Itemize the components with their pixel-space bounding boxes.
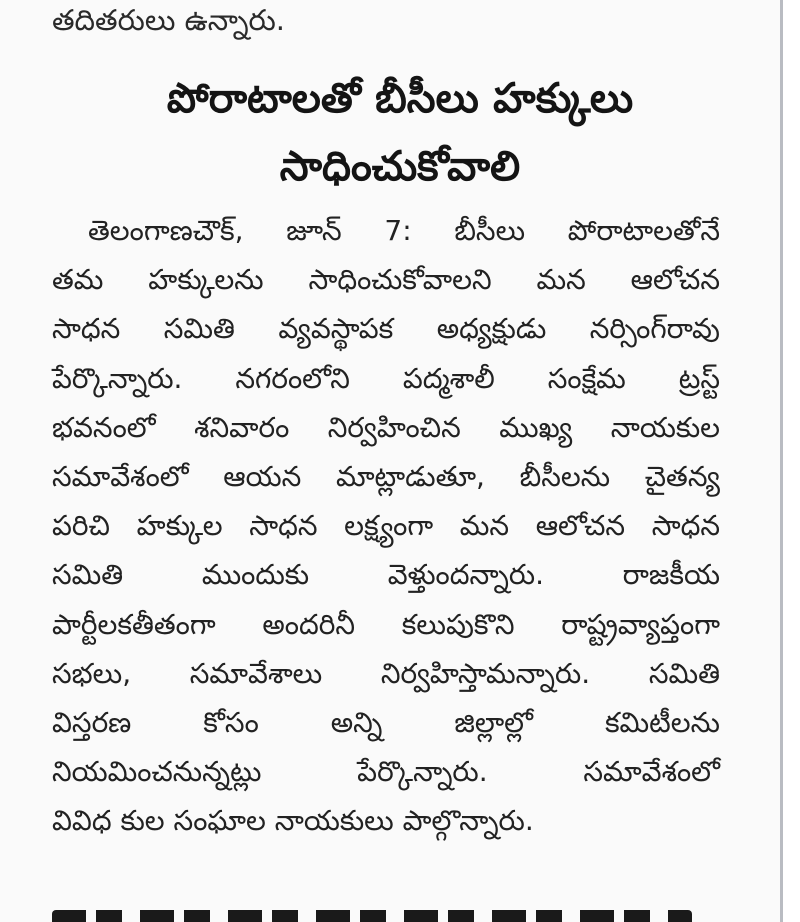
article-body [52,206,720,845]
body-line-2: తమ హక్కులను సాధించుకోవాలని మన ఆలోచన [52,263,720,297]
body-line-6: సమావేశంలో ఆయన మాట్లాడుతూ, బీసీలను చైతన్య [52,459,720,493]
body-line-4: పేర్కొన్నారు. నగరంలోని పద్మశాలీ సంక్షేమ ట్రస్ట్ [52,361,720,395]
body-line-3: సాధన సమితి వ్యవస్థాపక అధ్యక్షుడు నర్సింగ్‌రావు [52,312,720,346]
body-line-13: వివిధ కుల సంఘాల నాయకులు పాల్గొన్నారు. [52,804,534,838]
body-line-7: పరిచి హక్కుల సాధన లక్ష్యంగా మన ఆలోచన సాధన [52,509,720,543]
body-line-8: సమితి ముందుకు వెళ్తుందన్నారు. రాజకీయ [52,558,720,592]
previous-article-tail: తదితరులు ఉన్నారు. [52,3,285,37]
article-headline [40,64,760,200]
headline-line-2: సాధించుకోవాలి [279,142,521,190]
body-line-5: భవనంలో శనివారం నిర్వహించిన ముఖ్య నాయకుల [52,410,720,444]
body-line-12: నియమించనున్నట్లు పేర్కొన్నారు. సమావేశంలో [52,755,720,789]
body-line-1: తెలంగాణచౌక్, జూన్ 7: బీసీలు పోరాటాలతోనే [88,214,720,247]
body-line-11: విస్తరణ కోసం అన్ని జిల్లాల్లో కమిటీలను [52,705,720,739]
body-line-10: సభలు, సమావేశాలు నిర్వహిస్తామన్నారు. సమితి [52,656,720,690]
truncated-headline-glyphs [52,910,692,922]
headline-line-1: పోరాటాలతో బీసీలు హక్కులు [166,74,634,122]
page-margin [783,0,800,922]
next-article-headline-cut-off [52,884,732,922]
body-line-9: పార్టీలకతీతంగా అందరినీ కలుపుకొని రాష్ట్రవ్యాప్తంగా [52,607,720,641]
